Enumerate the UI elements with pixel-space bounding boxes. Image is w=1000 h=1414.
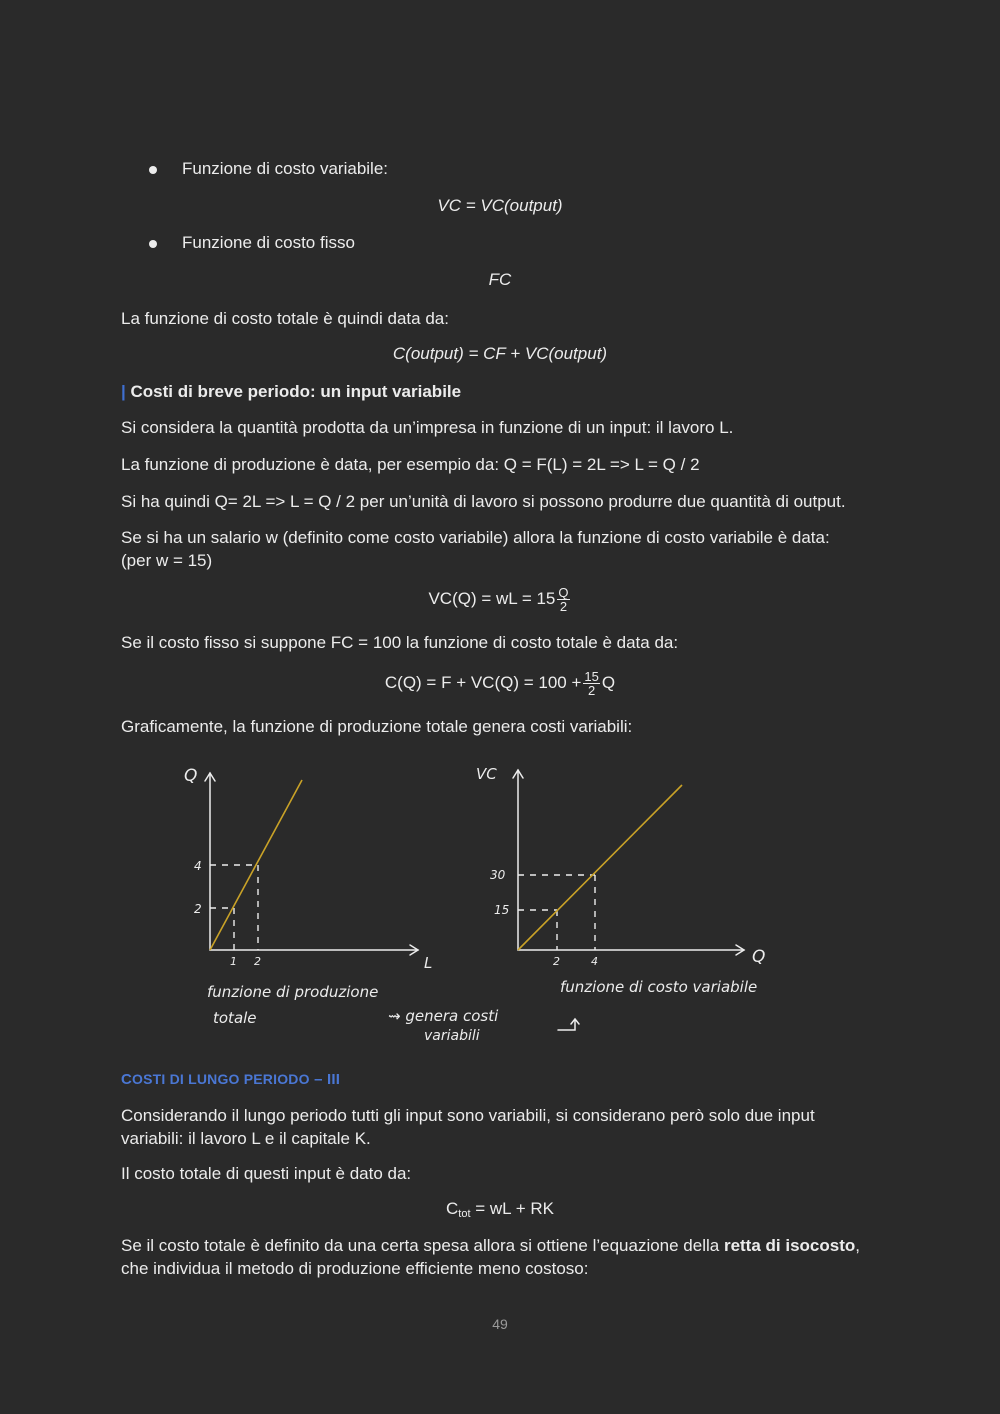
left-y-tick-2: 2: [194, 902, 202, 916]
right-x-tick-2: 2: [553, 955, 560, 968]
right-x-tick-4: 4: [591, 955, 598, 968]
right-x-axis-label: Q: [752, 947, 766, 967]
page-number: 49: [492, 1316, 508, 1332]
bullet-dot: [149, 240, 157, 248]
formula-c-suffix: Q: [601, 672, 616, 692]
bullet-variable-cost: Funzione di costo variabile:: [182, 159, 389, 178]
formula-c-prefix: C(Q) = F + VC(Q) = 100 +: [384, 672, 582, 692]
right-y-tick-15: 15: [494, 903, 510, 917]
right-y-tick-30: 30: [490, 868, 506, 882]
variable-cost-line: [518, 785, 682, 950]
formula-ctot: [0, 1199, 1000, 1220]
heading-small-caps: OSTI DI LUNGO PERIODO: [132, 1071, 310, 1087]
left-caption-line1: funzione di produzione: [207, 983, 379, 1001]
formula-vc-output: VC = VC(output): [437, 196, 563, 215]
bullet-dot: [149, 166, 157, 174]
fraction-numerator: 15: [584, 669, 599, 684]
paragraph: Si ha quindi Q= 2L => L = Q / 2 per un’unità di lavoro si possono produrre due quantità di output.: [121, 492, 846, 511]
right-caption: funzione di costo variabile: [560, 978, 758, 996]
paragraph: Graficamente, la funzione di produzione totale genera costi variabili:: [121, 717, 633, 736]
formula-ctot-rest: = wL + RK: [470, 1199, 554, 1218]
bullet-fixed-cost: Funzione di costo fisso: [182, 233, 355, 252]
paragraph: La funzione di produzione è data, per esempio da: Q = F(L) = 2L => L = Q / 2: [121, 455, 700, 474]
paragraph-isocost: [121, 1234, 881, 1280]
isocost-before: Se il costo totale è definito da una certa spesa allora si ottiene l’equazione della: [121, 1236, 724, 1255]
section-heading-long-run: [121, 1068, 881, 1091]
fraction-denominator: 2: [588, 683, 596, 698]
formula-vc-prefix: VC(Q) = wL = 15: [428, 588, 556, 608]
hand-drawn-sketch: [0, 755, 1000, 1055]
note-line1: ⇝ genera costi: [388, 1007, 499, 1025]
heading-bar: |: [121, 382, 126, 401]
total-cost-intro: La funzione di costo totale è quindi data da:: [121, 309, 449, 328]
formula-total-cost: C(output) = CF + VC(output): [392, 344, 608, 363]
left-caption-line2: totale: [213, 1009, 257, 1027]
formula-c-q: [0, 670, 1000, 697]
heading-cap: C: [121, 1071, 133, 1088]
isocost-bold: retta di isocosto: [723, 1236, 856, 1255]
left-x-tick-1: 1: [230, 955, 237, 968]
paragraph: Se il costo fisso si suppone FC = 100 la funzione di costo totale è data da:: [121, 633, 679, 652]
note-line2: variabili: [424, 1028, 480, 1044]
fraction-denominator: 2: [559, 599, 568, 614]
fraction-numerator: Q: [558, 585, 569, 600]
fraction: [583, 670, 599, 697]
paragraph: Il costo totale di questi input è dato da:: [121, 1164, 412, 1183]
formula-ctot-sub: tot: [458, 1208, 471, 1220]
paragraph: Considerando il lungo periodo tutti gli input sono variabili, si considerano però solo due input variabili: il lavoro L e il capitale K.: [121, 1106, 815, 1148]
heading-title: Costi di breve periodo: un input variabile: [130, 382, 462, 401]
paragraph: Se si ha un salario w (definito come costo variabile) allora la funzione di costo variabile è data: (per w = 15): [121, 528, 830, 570]
isocost-after: , che individua il metodo di produzione efficiente meno costoso:: [121, 1236, 860, 1278]
formula-vc-q: [0, 586, 1000, 613]
left-y-axis-label: Q: [184, 766, 198, 786]
left-x-tick-2: 2: [254, 955, 261, 968]
paragraph: Si considera la quantità prodotta da un’impresa in funzione di un input: il lavoro L.: [121, 418, 734, 437]
fraction: [557, 586, 569, 613]
left-x-axis-label: L: [424, 954, 433, 972]
right-y-axis-label: VC: [476, 765, 497, 783]
section-heading-short-run: [121, 380, 881, 403]
heading-rest: – III: [309, 1071, 341, 1088]
formula-fc: FC: [488, 270, 512, 289]
formula-ctot-c: C: [446, 1199, 459, 1218]
left-y-tick-4: 4: [194, 859, 202, 873]
